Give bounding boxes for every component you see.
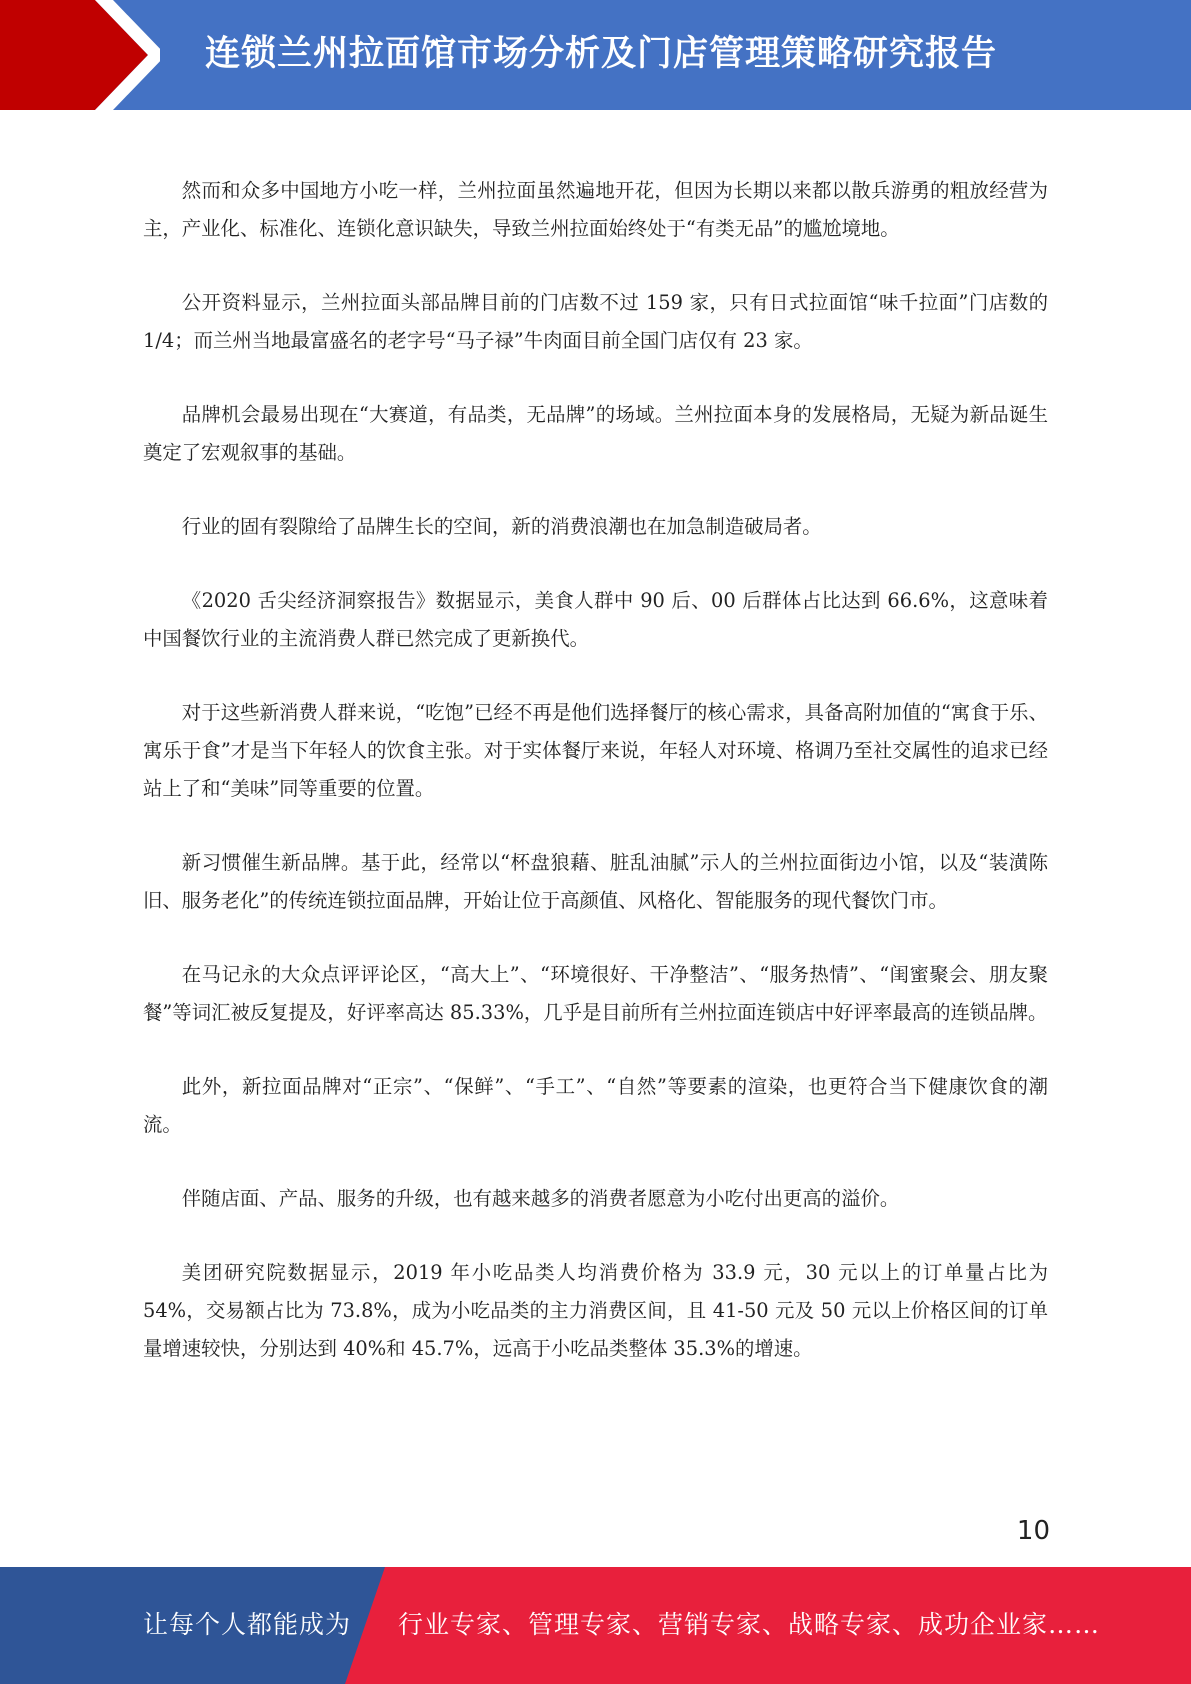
- page-number: 10: [1016, 1516, 1050, 1546]
- paragraph: 品牌机会最易出现在“大赛道，有品类，无品牌”的场域。兰州拉面本身的发展格局，无疑为新品诞生奠定了宏观叙事的基础。: [143, 403, 1048, 464]
- body-content: [143, 172, 1048, 1404]
- paragraph: 公开资料显示，兰州拉面头部品牌目前的门店数不过 159 家，只有日式拉面馆“味千拉面”门店数的 1/4；而兰州当地最富盛名的老字号“马子禄”牛肉面目前全国门店仅有 23 家。: [143, 291, 1048, 352]
- paragraph: 对于这些新消费人群来说，“吃饱”已经不再是他们选择餐厅的核心需求，具备高附加值的“寓食于乐、寓乐于食”才是当下年轻人的饮食主张。对于实体餐厅来说，年轻人对环境、格调乃至社交属性的追求已经站上了和“美味”同等重要的位置。: [143, 701, 1048, 800]
- page-footer: [0, 1567, 1191, 1684]
- report-title: 连锁兰州拉面馆市场分析及门店管理策略研究报告: [205, 34, 998, 74]
- footer-slogan-left: 让每个人都能成为: [143, 1610, 352, 1639]
- paragraph: 此外，新拉面品牌对“正宗”、“保鲜”、“手工”、“自然”等要素的渲染，也更符合当下健康饮食的潮流。: [143, 1075, 1048, 1136]
- paragraph: 在马记永的大众点评评论区，“高大上”、“环境很好、干净整洁”、“服务热情”、“闺蜜聚会、朋友聚餐”等词汇被反复提及，好评率高达 85.33%，几乎是目前所有兰州拉面连锁店中好评率最高的连锁品牌。: [143, 963, 1048, 1024]
- paragraph: 然而和众多中国地方小吃一样，兰州拉面虽然遍地开花，但因为长期以来都以散兵游勇的粗放经营为主，产业化、标准化、连锁化意识缺失，导致兰州拉面始终处于“有类无品”的尴尬境地。: [143, 179, 1048, 240]
- paragraph: 伴随店面、产品、服务的升级，也有越来越多的消费者愿意为小吃付出更高的溢价。: [181, 1187, 900, 1210]
- footer-slogan-right: 行业专家、管理专家、营销专家、战略专家、成功企业家……: [398, 1610, 1101, 1639]
- page-header: [0, 0, 1191, 110]
- header-arrow-decoration: [0, 0, 160, 110]
- paragraph: 新习惯催生新品牌。基于此，经常以“杯盘狼藉、脏乱油腻”示人的兰州拉面街边小馆，以及“装潢陈旧、服务老化”的传统连锁拉面品牌，开始让位于高颜值、风格化、智能服务的现代餐饮门市。: [143, 851, 1048, 912]
- paragraph: 《2020 舌尖经济洞察报告》数据显示，美食人群中 90 后、00 后群体占比达到 66.6%，这意味着中国餐饮行业的主流消费人群已然完成了更新换代。: [143, 589, 1048, 650]
- paragraph: 美团研究院数据显示，2019 年小吃品类人均消费价格为 33.9 元，30 元以上的订单量占比为 54%，交易额占比为 73.8%，成为小吃品类的主力消费区间，且 41-50 元及 50 元以上价格区间的订单量增速较快，分别达到 40%和 45.7%，远高于小吃品类整体 35.3%的增速。: [143, 1261, 1048, 1360]
- paragraph: 行业的固有裂隙给了品牌生长的空间，新的消费浪潮也在加急制造破局者。: [181, 515, 822, 538]
